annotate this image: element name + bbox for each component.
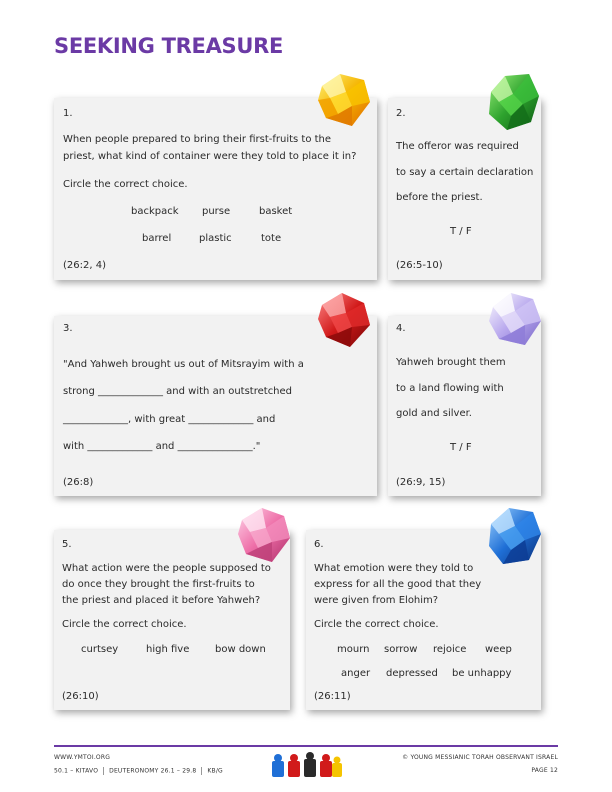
- scripture-reference: (26:11): [314, 691, 351, 702]
- question-text-line: What action were the people supposed to: [62, 563, 271, 574]
- footer-website[interactable]: WWW.YMTOI.ORG: [54, 754, 111, 761]
- choice-option[interactable]: be unhappy: [452, 668, 512, 679]
- question-text-line: gold and silver.: [396, 408, 472, 419]
- choice-option[interactable]: purse: [202, 206, 231, 217]
- divider: [103, 767, 104, 775]
- choice-option[interactable]: backpack: [131, 206, 179, 217]
- footer-level: KB/G: [207, 767, 223, 775]
- choice-option[interactable]: mourn: [337, 644, 370, 655]
- logo-figures-icon: [268, 751, 346, 781]
- choice-option[interactable]: depressed: [386, 668, 438, 679]
- choice-option[interactable]: high five: [146, 644, 190, 655]
- instruction-text: Circle the correct choice.: [62, 619, 187, 630]
- question-text-line: were given from Elohim?: [314, 595, 439, 606]
- yellow-gem-icon: [316, 72, 372, 130]
- question-text-line: the priest and placed it before Yahweh?: [62, 595, 261, 606]
- choice-option[interactable]: barrel: [142, 233, 172, 244]
- instruction-text: Circle the correct choice.: [314, 619, 439, 630]
- choice-option[interactable]: sorrow: [384, 644, 418, 655]
- choice-option[interactable]: plastic: [199, 233, 232, 244]
- choice-option[interactable]: weep: [485, 644, 512, 655]
- choice-option[interactable]: bow down: [215, 644, 266, 655]
- scripture-reference: (26:2, 4): [63, 260, 106, 271]
- scripture-reference: (26:10): [62, 691, 99, 702]
- footer-passage: DEUTERONOMY 26.1 – 29.8: [109, 767, 197, 775]
- choice-option[interactable]: basket: [259, 206, 293, 217]
- scripture-reference: (26:5-10): [396, 260, 443, 271]
- question-number: 6.: [314, 539, 324, 550]
- pink-gem-icon: [236, 506, 292, 564]
- footer-course-info: [54, 767, 223, 775]
- question-text-line: The offeror was required: [396, 141, 519, 152]
- choice-option[interactable]: tote: [261, 233, 282, 244]
- true-false-choice[interactable]: T / F: [450, 442, 472, 453]
- question-text-line: What emotion were they told to: [314, 563, 474, 574]
- scripture-reference: (26:8): [63, 477, 94, 488]
- question-text-line: _____________, with great _____________ and: [63, 414, 276, 425]
- footer-page-number: PAGE 12: [531, 767, 558, 774]
- question-text-line: Yahweh brought them: [396, 357, 506, 368]
- question-text-line: priest, what kind of container were they told to place it in?: [63, 151, 357, 162]
- question-text-line: to a land flowing with: [396, 383, 504, 394]
- choice-option[interactable]: curtsey: [81, 644, 119, 655]
- scripture-reference: (26:9, 15): [396, 477, 446, 488]
- page-title: SEEKING TREASURE: [54, 34, 284, 58]
- blue-gem-icon: [487, 506, 543, 566]
- lavender-gem-icon: [487, 291, 543, 349]
- question-number: 1.: [63, 108, 73, 119]
- red-gem-icon: [316, 291, 372, 349]
- true-false-choice[interactable]: T / F: [450, 226, 472, 237]
- choice-option[interactable]: rejoice: [433, 644, 467, 655]
- question-number: 2.: [396, 108, 406, 119]
- question-text-line: before the priest.: [396, 192, 483, 203]
- green-gem-icon: [487, 72, 541, 132]
- footer-copyright: © YOUNG MESSIANIC TORAH OBSERVANT ISRAEL: [402, 754, 558, 761]
- footer-course: 50.1 – KITAVO: [54, 767, 99, 775]
- question-text-line: with _____________ and _______________.": [63, 441, 261, 452]
- footer-divider: [54, 745, 558, 747]
- question-text-line: When people prepared to bring their first-fruits to the: [63, 134, 332, 145]
- choice-option[interactable]: anger: [341, 668, 371, 679]
- question-number: 3.: [63, 323, 73, 334]
- question-number: 4.: [396, 323, 406, 334]
- question-text-line: express for all the good that they: [314, 579, 482, 590]
- question-number: 5.: [62, 539, 72, 550]
- question-text-line: strong _____________ and with an outstretched: [63, 386, 293, 397]
- question-text-line: "And Yahweh brought us out of Mitsrayim with a: [63, 359, 304, 370]
- instruction-text: Circle the correct choice.: [63, 179, 188, 190]
- question-text-line: do once they brought the first-fruits to: [62, 579, 255, 590]
- question-text-line: to say a certain declaration: [396, 167, 534, 178]
- divider: [201, 767, 202, 775]
